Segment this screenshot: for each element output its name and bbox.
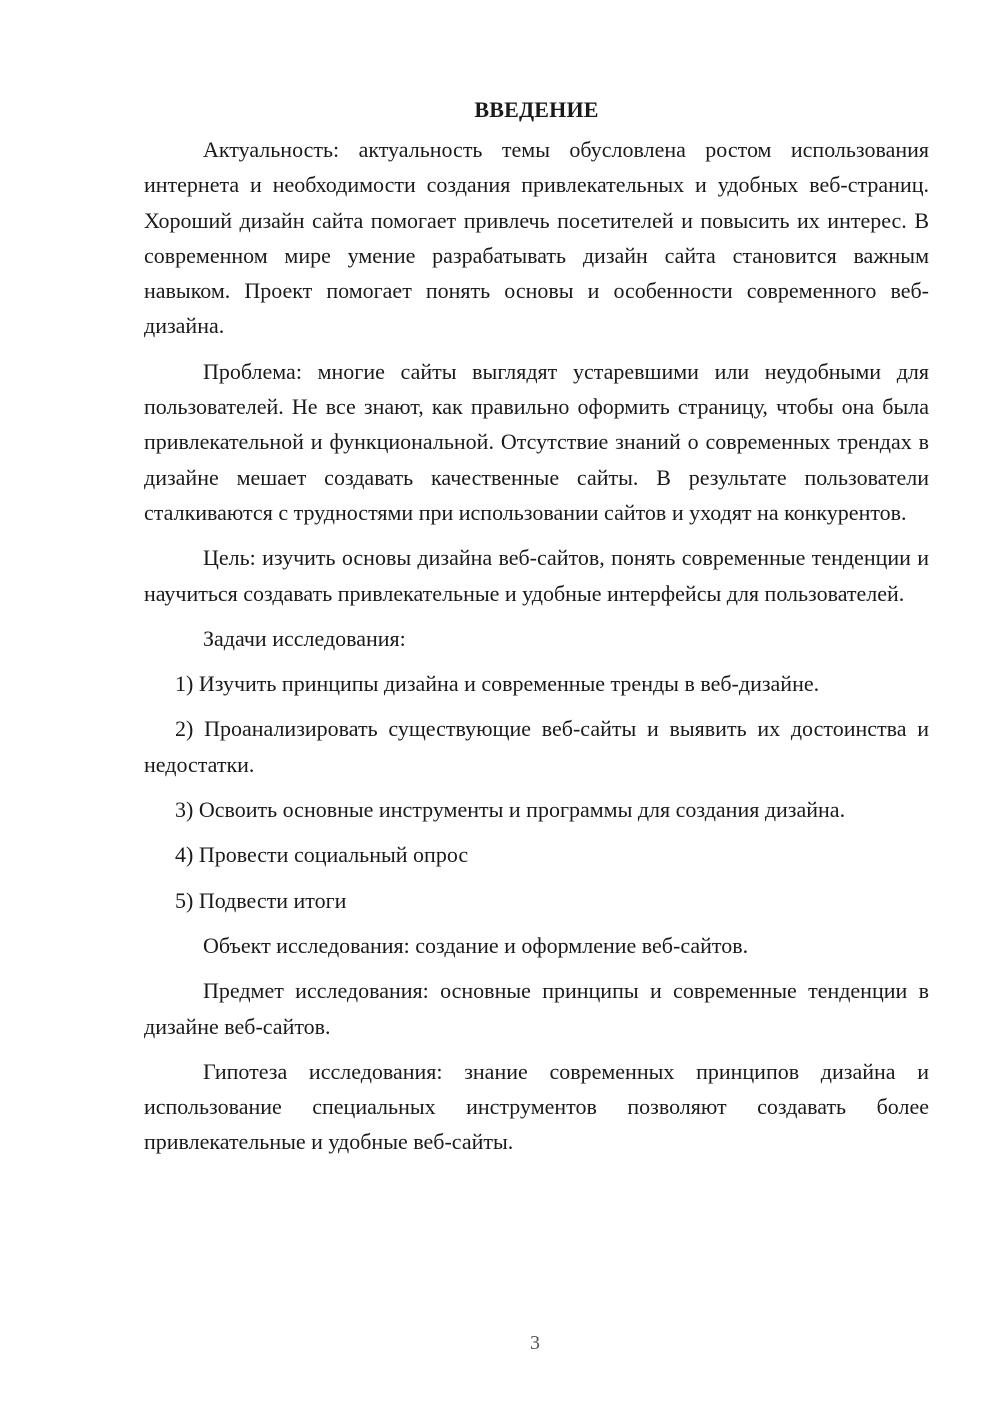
goal-paragraph: Цель: изучить основы дизайна веб-сайтов, понять современные тенденции и научиться создавать привлекательные и удобные интерфейсы для пользователей.: [144, 545, 929, 606]
problem-paragraph: Проблема: многие сайты выглядят устаревшими или неудобными для пользователей. Не все знают, как правильно оформить страницу, чтобы она была привлекательной и функциональной. Отсутствие знаний о современных трендах в дизайне мешает создавать качественные сайты. В результате пользователи сталкиваются с трудностями при использовании сайтов и уходят на конкурентов.: [144, 358, 929, 525]
task-item-3: 3) Освоить основные инструменты и программы для создания дизайна.: [175, 797, 846, 823]
object-paragraph: Объект исследования: создание и оформление веб-сайтов.: [203, 932, 749, 958]
task-item-4: 4) Провести социальный опрос: [175, 842, 469, 868]
document-page: [144, 92, 929, 1170]
task-item-1: 1) Изучить принципы дизайна и современные тренды в веб-дизайне.: [175, 671, 820, 697]
relevance-paragraph: Актуальность: актуальность темы обусловлена ростом использования интернета и необходимости создания привлекательных и удобных веб-страниц. Хороший дизайн сайта помогает привлечь посетителей и повысить их интерес. В современном мире умение разрабатывать дизайн сайта становится важным навыком. Проект помогает понять основы и особенности современного веб-дизайна.: [144, 137, 929, 339]
tasks-heading: Задачи исследования:: [203, 625, 406, 651]
task-item-2: 2) Проанализировать существующие веб-сайты и выявить их достоинства и недостатки.: [144, 716, 929, 777]
task-item-5: 5) Подвести итоги: [175, 887, 347, 913]
hypothesis-paragraph: Гипотеза исследования: знание современных принципов дизайна и использование специальных инструментов позволяют создавать более привлекательные и удобные веб-сайты.: [144, 1058, 929, 1155]
subject-paragraph: Предмет исследования: основные принципы и современные тенденции в дизайне веб-сайтов.: [144, 978, 929, 1039]
page-number: 3: [530, 1332, 540, 1354]
page-title: ВВЕДЕНИЕ: [474, 97, 599, 122]
